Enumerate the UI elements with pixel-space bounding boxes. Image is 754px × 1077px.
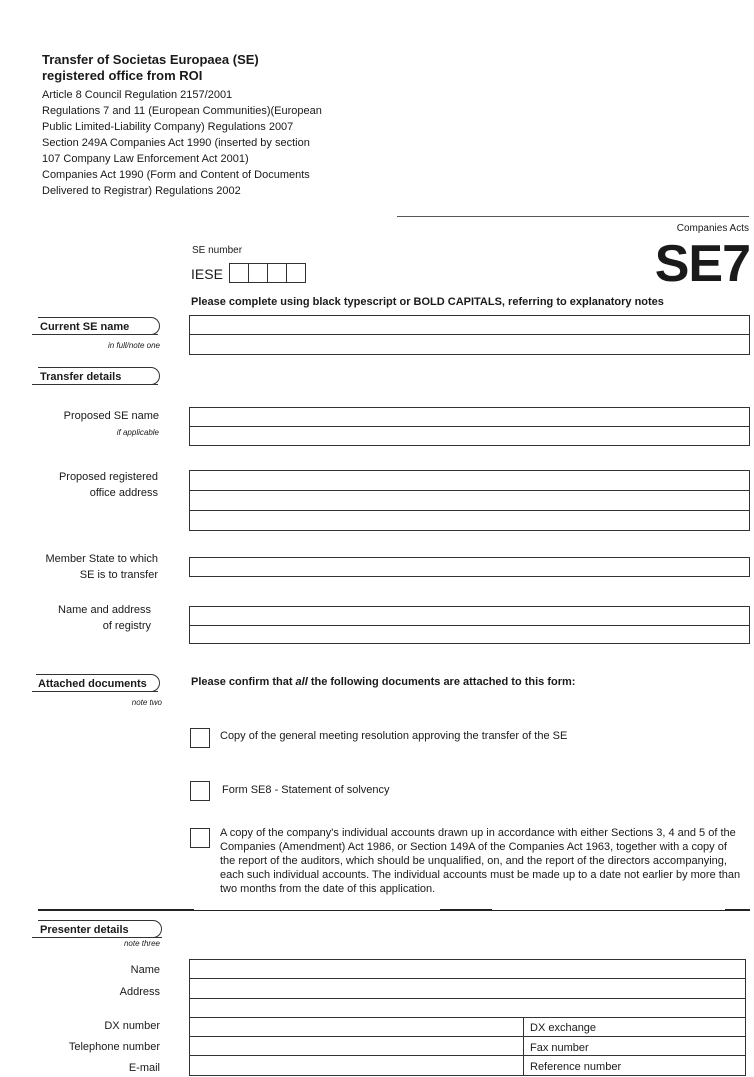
legislation-line: Regulations 7 and 11 (European Communities)(European [42,105,322,117]
confirm-emphasis: all [295,676,308,688]
attached-confirm-text [191,676,575,688]
header-divider [397,216,749,217]
dx-exchange-label: DX exchange [530,1022,597,1034]
transfer-details-tab: Transfer details [38,367,160,385]
attached-documents-note: note two [131,698,162,707]
legislation-references [42,87,322,199]
current-se-name-note: in full/note one [107,341,160,350]
form-title-line2: registered office from ROI [42,68,203,83]
section-divider [725,909,750,911]
confirm-suffix: the following documents are attached to this form: [307,676,576,688]
presenter-name-field[interactable] [189,959,746,979]
fax-label: Fax number [530,1042,589,1054]
proposed-office-label-line2: office address [89,487,158,499]
legislation-line: 107 Company Law Enforcement Act 2001) [42,153,249,165]
presenter-details-tab: Presenter details [38,920,162,938]
member-state-label-line1: Member State to which [45,553,158,565]
presenter-address-row[interactable] [190,999,745,1017]
member-state-label-line2: SE is to transfer [79,569,158,581]
confirm-prefix: Please confirm that [191,676,296,688]
form-title-line1: Transfer of Societas Europaea (SE) [42,52,259,67]
se-number-digit-box[interactable] [249,264,268,282]
iese-prefix: IESE [191,266,223,282]
telephone-field[interactable] [189,1036,524,1056]
registry-label-line2: of registry [102,620,151,632]
proposed-office-row[interactable] [190,471,749,491]
dx-number-field[interactable] [189,1017,524,1037]
resolution-checkbox[interactable] [190,728,210,748]
legislation-line: Article 8 Council Regulation 2157/2001 [42,89,233,101]
member-state-label [20,551,158,583]
proposed-se-name-label: Proposed SE name [63,410,159,422]
proposed-se-name-field[interactable] [189,407,750,446]
presenter-details-note: note three [123,939,160,948]
legislation-line: Delivered to Registrar) Regulations 2002 [42,185,241,197]
current-se-name-row[interactable] [190,335,749,354]
form-title [42,52,259,84]
presenter-address-field[interactable] [189,978,746,1018]
email-label: E-mail [128,1062,160,1074]
registry-field[interactable] [189,606,750,644]
registry-row[interactable] [190,607,749,626]
proposed-se-name-note: if applicable [116,428,159,437]
email-field[interactable] [189,1055,524,1076]
member-state-field[interactable] [189,557,750,577]
presenter-address-row[interactable] [190,979,745,999]
accounts-text: A copy of the company's individual accounts drawn up in accordance with either Sections 3, 4 and 5 of the Companies (Amendment) Act 1986, or Section 149A of the Companies Act 1963, together with a copy of the report of the auditors, which should be unqualified, on, and the report of the directors accompanying, each such individual accounts. The individual accounts must be made up to a date not earlier by more than two months from the date of this application. [220,827,741,895]
presenter-name-label: Name [130,964,160,976]
presenter-address-label: Address [119,986,160,998]
telephone-label: Telephone number [68,1041,160,1053]
solvency-text: Form SE8 - Statement of solvency [222,784,390,796]
legislation-line: Companies Act 1990 (Form and Content of Documents [42,169,310,181]
proposed-office-label-line1: Proposed registered [58,471,158,483]
resolution-text: Copy of the general meeting resolution approving the transfer of the SE [220,730,568,742]
reference-label: Reference number [530,1061,622,1073]
proposed-office-field[interactable] [189,470,750,531]
se-number-input[interactable] [229,263,306,283]
proposed-office-row[interactable] [190,511,749,530]
attached-documents-tab: Attached documents [36,674,160,692]
current-se-name-tab: Current SE name [38,317,160,335]
dx-number-label: DX number [104,1020,160,1032]
solvency-checkbox[interactable] [190,781,210,801]
current-se-name-field[interactable] [189,315,750,355]
accounts-checkbox[interactable] [190,828,210,848]
proposed-se-name-row[interactable] [190,408,749,427]
se-number-digit-box[interactable] [268,264,287,282]
registry-label [20,602,151,634]
registry-label-line1: Name and address [58,604,151,616]
form-code: SE7 [654,235,750,293]
se-number-digit-box[interactable] [230,264,249,282]
legislation-line: Section 249A Companies Act 1990 (inserted by section [42,137,310,149]
legislation-line: Public Limited-Liability Company) Regulations 2007 [42,121,294,133]
current-se-name-row[interactable] [190,316,749,335]
registry-row[interactable] [190,626,749,643]
proposed-office-label [20,469,158,501]
companies-acts-label: Companies Acts [676,223,749,234]
section-divider [38,909,194,911]
section-divider [440,909,492,911]
proposed-se-name-row[interactable] [190,427,749,445]
se-number-digit-box[interactable] [287,264,305,282]
proposed-office-row[interactable] [190,491,749,511]
se-number-label: SE number [192,245,243,256]
completion-instruction: Please complete using black typescript or BOLD CAPITALS, referring to explanatory notes [191,296,664,308]
